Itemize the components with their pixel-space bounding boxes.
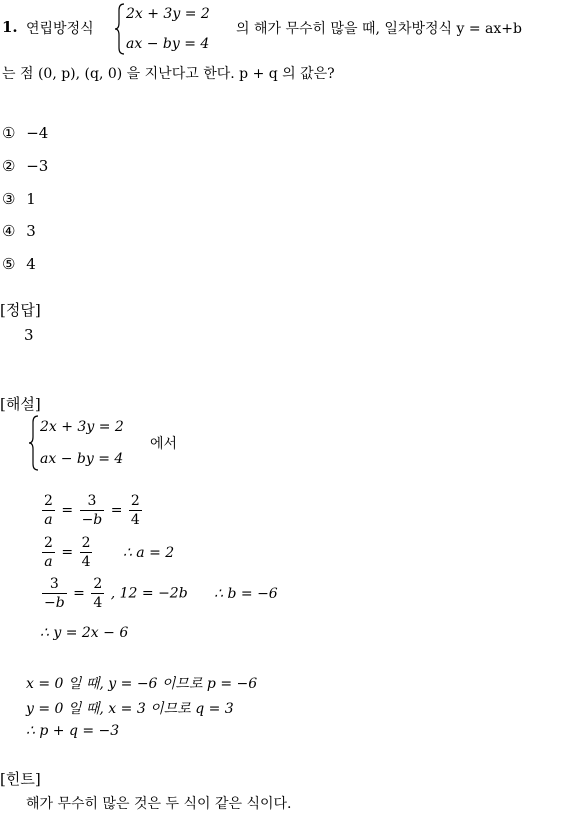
option-3[interactable] <box>2 190 36 208</box>
denominator: −b <box>44 595 65 611</box>
hint-label: [힌트] <box>0 770 41 788</box>
denominator: 4 <box>130 512 140 528</box>
option-1[interactable] <box>2 124 48 142</box>
numerator: 2 <box>93 576 103 592</box>
numerator: 2 <box>81 535 91 551</box>
option-marker: ④ <box>2 222 16 240</box>
ratio-equation <box>40 492 144 529</box>
option-2[interactable] <box>2 157 48 175</box>
denominator: 4 <box>93 595 103 611</box>
system-equation-2: ax − by = 4 <box>40 451 124 467</box>
linear-equation-result: ∴ y = 2x − 6 <box>40 625 129 641</box>
result-a: ∴ a = 2 <box>122 544 175 561</box>
fraction <box>42 575 67 612</box>
option-value: −3 <box>26 157 49 175</box>
question-equation-system <box>114 2 224 56</box>
left-brace-icon <box>28 414 40 472</box>
question-condition: 의 해가 무수히 많을 때, 일차방정식 y = ax+b <box>236 21 522 37</box>
fraction <box>42 492 55 529</box>
fraction <box>91 575 104 612</box>
numerator: 3 <box>80 492 105 511</box>
option-marker: ③ <box>2 190 16 208</box>
numerator: 2 <box>44 535 53 551</box>
solve-a-equation <box>40 534 174 571</box>
question-intro: 연립방정식 <box>26 21 94 37</box>
equals-sign: = <box>73 585 85 602</box>
fraction <box>42 534 55 571</box>
denominator: a <box>44 554 53 570</box>
answer-label: [정답] <box>0 301 41 319</box>
equals-sign: = <box>61 544 74 561</box>
option-marker: ① <box>2 124 16 142</box>
find-q-line: y = 0 일 때, x = 3 이므로 q = 3 <box>26 701 234 717</box>
system-suffix: 에서 <box>150 436 178 452</box>
equation-12: , 12 = −2b <box>110 585 188 602</box>
explanation-label: [해설] <box>0 395 41 413</box>
final-sum-line: ∴ p + q = −3 <box>26 723 120 739</box>
result-b: ∴ b = −6 <box>214 585 278 602</box>
option-value: −4 <box>26 124 49 142</box>
equals-sign: = <box>110 502 123 519</box>
answer-value: 3 <box>24 326 34 344</box>
system-equation-1: 2x + 3y = 2 <box>40 419 124 435</box>
fraction <box>80 534 93 571</box>
solve-b-equation <box>40 575 278 612</box>
option-4[interactable] <box>2 222 36 240</box>
find-p-line: x = 0 일 때, y = −6 이므로 p = −6 <box>26 676 258 692</box>
option-value: 4 <box>26 255 36 273</box>
numerator: 3 <box>42 575 67 594</box>
option-marker: ② <box>2 157 16 175</box>
option-marker: ⑤ <box>2 255 16 273</box>
question-number: 1. <box>2 18 18 36</box>
equals-sign: = <box>61 502 74 519</box>
option-value: 3 <box>26 222 36 240</box>
system-equation-1: 2x + 3y = 2 <box>126 6 210 22</box>
explanation-equation-system <box>28 414 138 472</box>
denominator: −b <box>81 512 103 528</box>
left-brace-icon <box>114 2 126 56</box>
option-value: 1 <box>26 190 36 208</box>
fraction <box>129 492 142 529</box>
option-5[interactable] <box>2 255 36 273</box>
system-equation-2: ax − by = 4 <box>126 36 210 52</box>
fraction <box>80 492 105 529</box>
question-line-2: 는 점 (0, p), (q, 0) 을 지난다고 한다. p + q 의 값은? <box>2 66 335 82</box>
hint-text: 해가 무수히 많은 것은 두 식이 같은 식이다. <box>26 796 292 812</box>
denominator: a <box>44 512 53 528</box>
denominator: 4 <box>81 554 91 570</box>
numerator: 2 <box>44 493 53 509</box>
numerator: 2 <box>130 493 140 509</box>
